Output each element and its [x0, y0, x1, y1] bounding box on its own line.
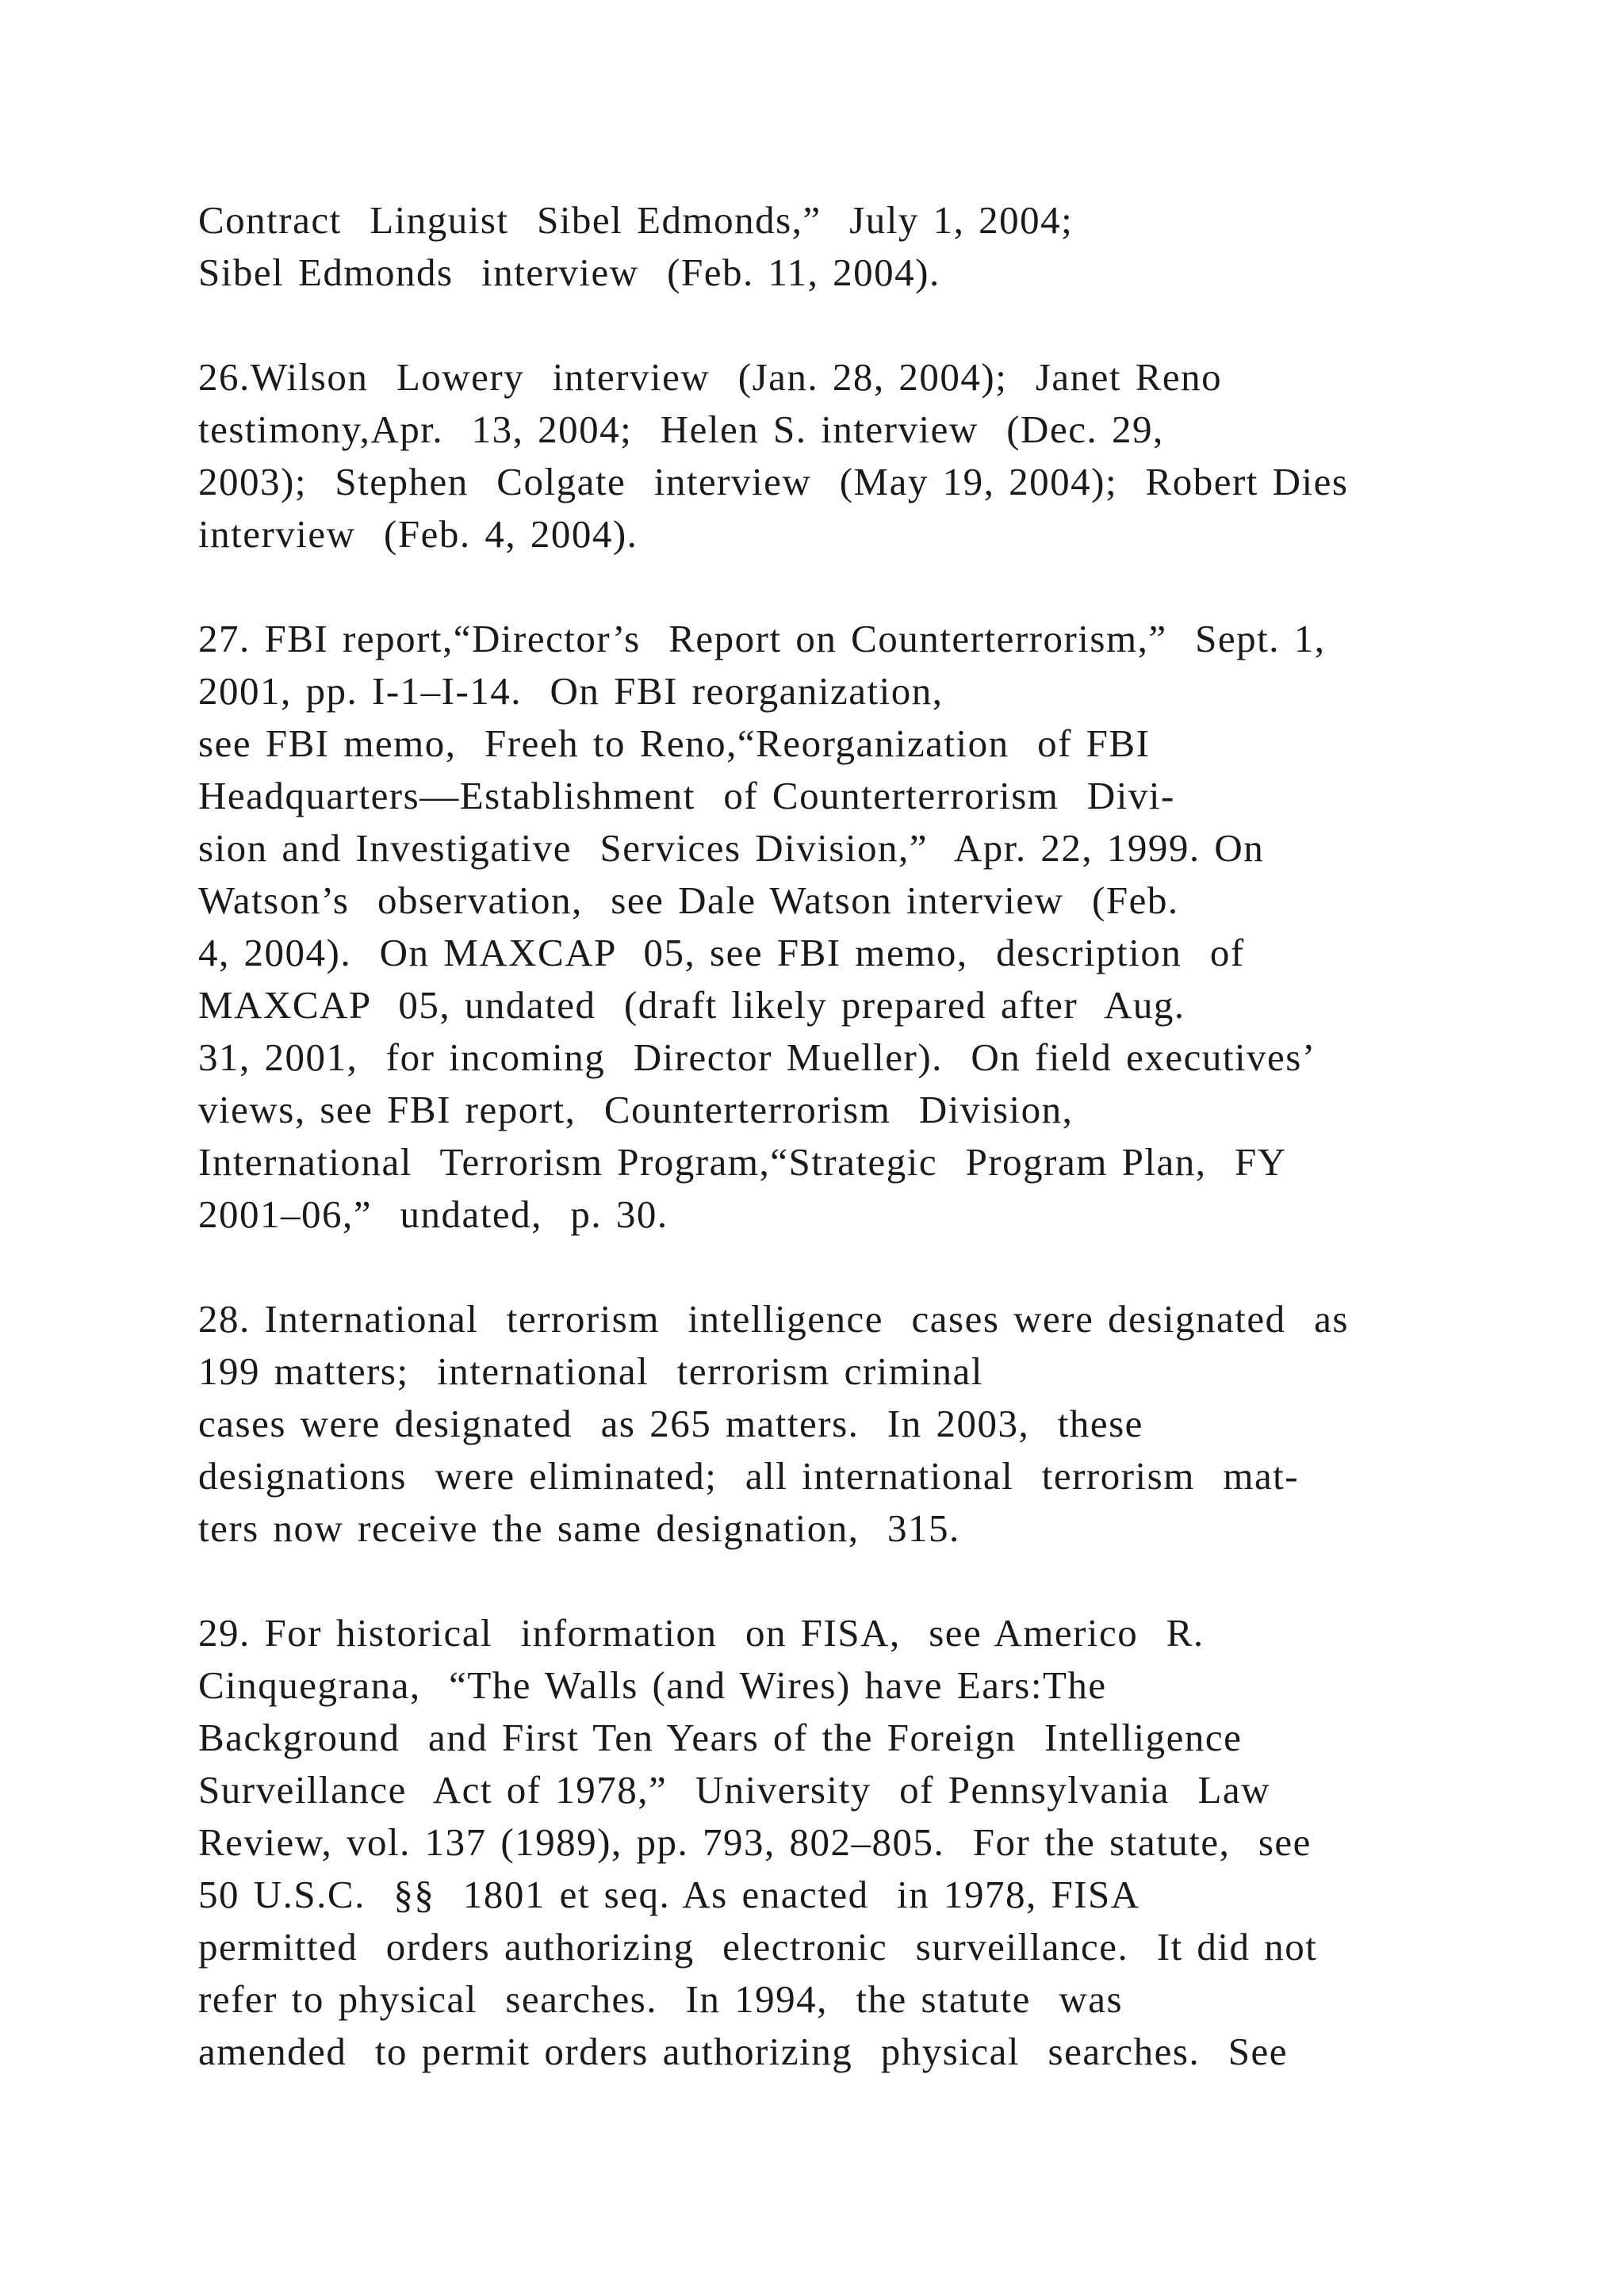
text-line: Sibel Edmonds interview (Feb. 11, 2004).	[198, 251, 940, 294]
footnote-29	[198, 1607, 1499, 2078]
footnote-25-continuation	[198, 194, 1499, 299]
text-line: 2003); Stephen Colgate interview (May 19, 2004); Robert Dies	[198, 460, 1349, 503]
text-line: ters now receive the same designation, 315.	[198, 1506, 960, 1550]
text-line: Watson’s observation, see Dale Watson interview (Feb.	[198, 878, 1179, 922]
text-line: 2001–06,” undated, p. 30.	[198, 1192, 668, 1236]
text-line: Contract Linguist Sibel Edmonds,” July 1, 2004;	[198, 198, 1074, 242]
text-line: interview (Feb. 4, 2004).	[198, 512, 638, 556]
text-line: 199 matters; international terrorism criminal	[198, 1349, 983, 1393]
text-line: 31, 2001, for incoming Director Mueller). On field executives’	[198, 1035, 1316, 1079]
footnote-28	[198, 1293, 1499, 1555]
text-line: 4, 2004). On MAXCAP 05, see FBI memo, description of	[198, 931, 1245, 974]
text-line: Headquarters—Establishment of Counterterrorism Divi-	[198, 774, 1175, 817]
text-line: see FBI memo, Freeh to Reno,“Reorganization of FBI	[198, 721, 1151, 765]
text-line: 28. International terrorism intelligence cases were designated as	[198, 1297, 1349, 1341]
text-line: Review, vol. 137 (1989), pp. 793, 802–805. For the statute, see	[198, 1820, 1312, 1864]
text-line: refer to physical searches. In 1994, the statute was	[198, 1977, 1124, 2021]
text-line: sion and Investigative Services Division,” Apr. 22, 1999. On	[198, 826, 1265, 870]
text-line: 27. FBI report,“Director’s Report on Counterterrorism,” Sept. 1,	[198, 617, 1326, 660]
text-line: 26.Wilson Lowery interview (Jan. 28, 2004); Janet Reno	[198, 355, 1223, 399]
footnote-27	[198, 613, 1499, 1241]
text-line: Cinquegrana, “The Walls (and Wires) have Ears:The	[198, 1663, 1107, 1707]
document-page	[198, 194, 1499, 2130]
text-line: amended to permit orders authorizing physical searches. See	[198, 2030, 1288, 2073]
text-line: Surveillance Act of 1978,” University of Pennsylvania Law	[198, 1768, 1271, 1812]
text-line: views, see FBI report, Counterterrorism Division,	[198, 1088, 1074, 1131]
text-line: 29. For historical information on FISA, see Americo R.	[198, 1611, 1205, 1655]
text-line: cases were designated as 265 matters. In 2003, these	[198, 1402, 1143, 1445]
text-line: 2001, pp. I-1–I-14. On FBI reorganization,	[198, 669, 944, 713]
text-line: MAXCAP 05, undated (draft likely prepared after Aug.	[198, 983, 1185, 1027]
text-line: designations were eliminated; all international terrorism mat-	[198, 1454, 1300, 1498]
text-line: Background and First Ten Years of the Foreign Intelligence	[198, 1716, 1243, 1759]
text-line: testimony,Apr. 13, 2004; Helen S. interview (Dec. 29,	[198, 408, 1164, 451]
text-line: permitted orders authorizing electronic surveillance. It did not	[198, 1925, 1318, 1969]
text-line: International Terrorism Program,“Strategic Program Plan, FY	[198, 1140, 1287, 1184]
text-line: 50 U.S.C. §§ 1801 et seq. As enacted in 1978, FISA	[198, 1873, 1140, 1916]
footnote-26	[198, 351, 1499, 561]
